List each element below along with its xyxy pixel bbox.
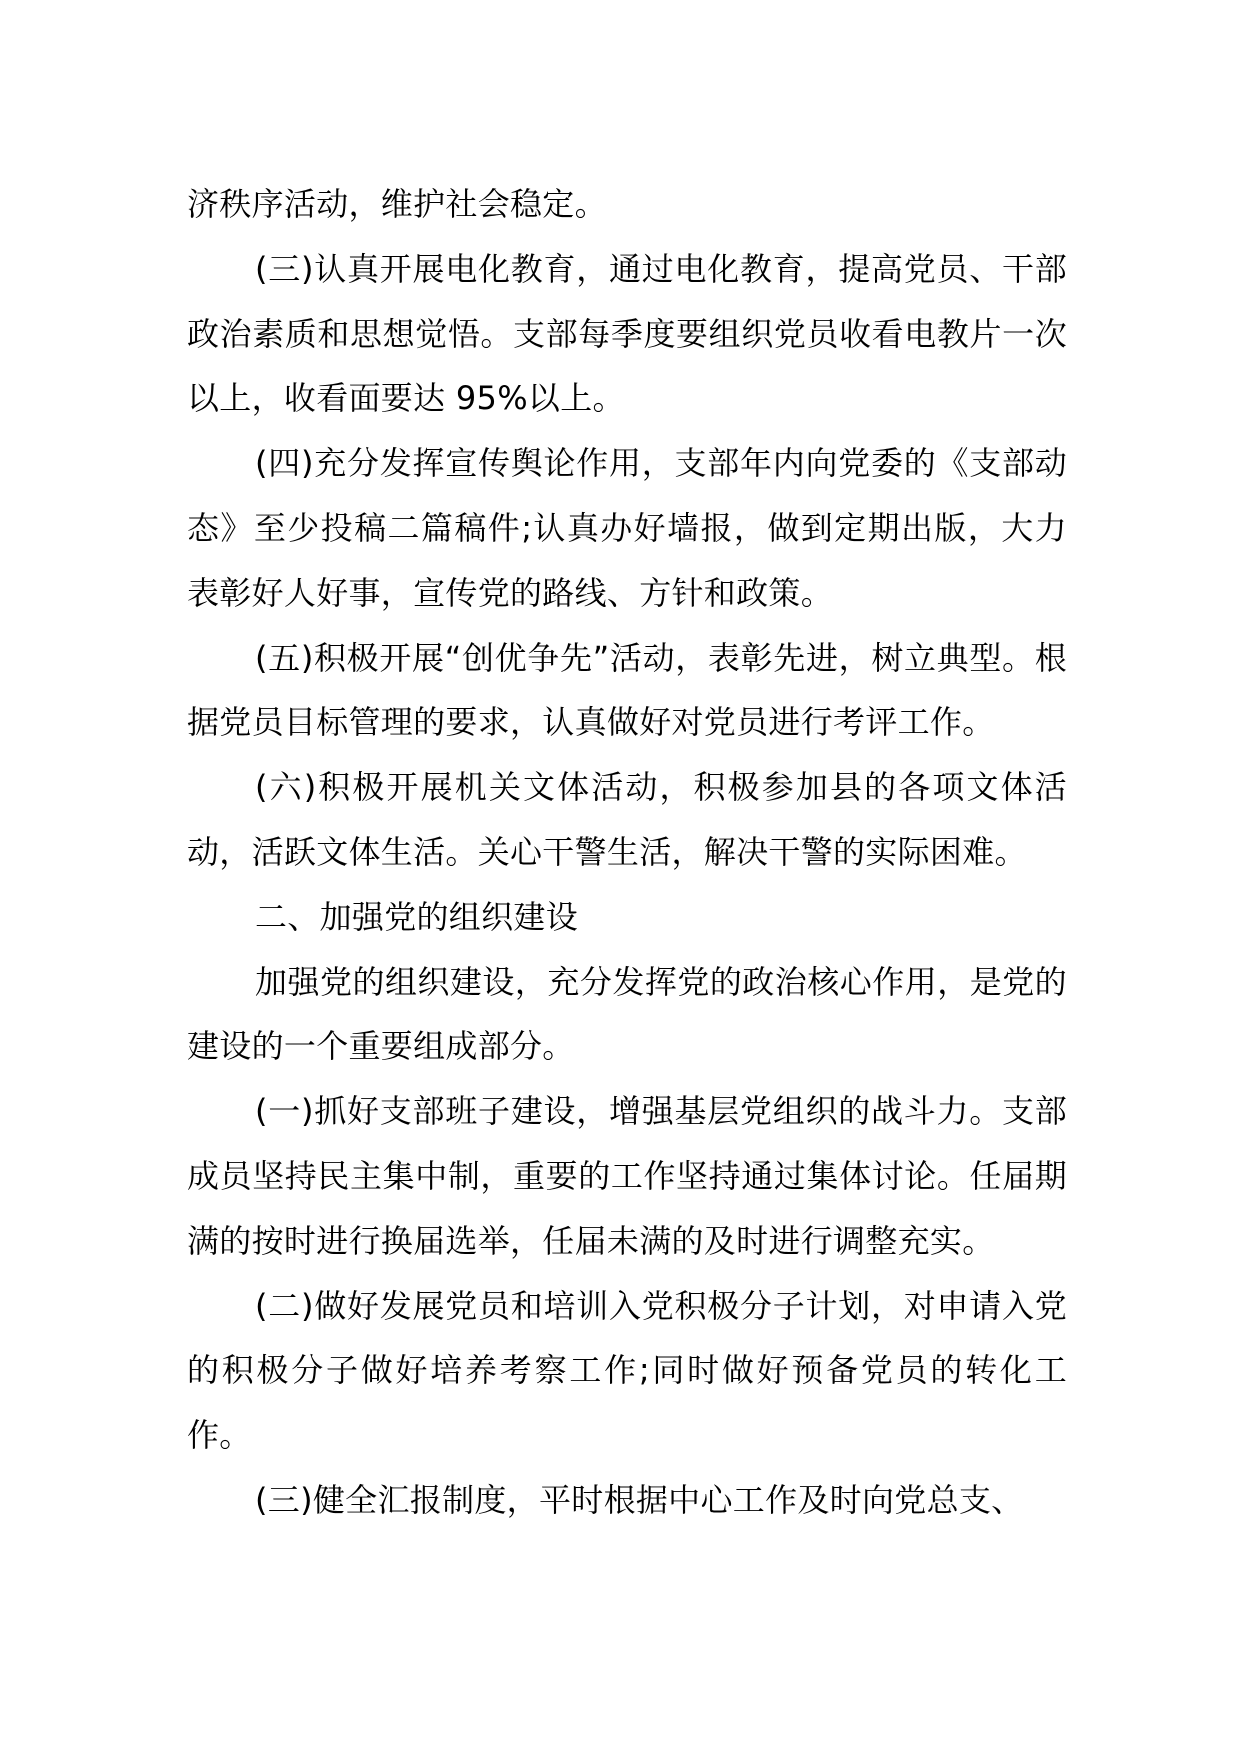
paragraph-excellence-campaign: (五)积极开展“创优争先”活动，表彰先进，树立典型。根据党员目标管理的要求，认真做好对党员进行考评工作。 bbox=[187, 638, 1067, 742]
section-heading-organization: 二、加强党的组织建设 bbox=[255, 897, 579, 936]
paragraph-cultural-activities: (六)积极开展机关文体活动，积极参加县的各项文体活动，活跃文体生活。关心干警生活，解决干警的实际困难。 bbox=[187, 768, 1067, 871]
paragraph-reporting-system: (三)健全汇报制度，平时根据中心工作及时向党总支、 bbox=[255, 1480, 1024, 1519]
paragraph-member-development: (二)做好发展党员和培训入党积极分子计划，对申请入党的积极分子做好培养考察工作;同时做好预备党员的转化工作。 bbox=[187, 1286, 1067, 1455]
document-body bbox=[187, 172, 1067, 1533]
paragraph-branch-leadership: (一)抓好支部班子建设，增强基层党组织的战斗力。支部成员坚持民主集中制，重要的工作坚持通过集体讨论。任届期满的按时进行换届选举，任届未满的及时进行调整充实。 bbox=[187, 1092, 1067, 1260]
paragraph-publicity: (四)充分发挥宣传舆论作用，支部年内向党委的《支部动态》至少投稿二篇稿件;认真办好墙报，做到定期出版，大力表彰好人好事，宣传党的路线、方针和政策。 bbox=[187, 444, 1067, 612]
paragraph-continuation: 济秩序活动，维护社会稳定。 bbox=[187, 185, 607, 223]
paragraph-electronic-education: (三)认真开展电化教育，通过电化教育，提高党员、干部政治素质和思想觉悟。支部每季度要组织党员收看电教片一次以上，收看面要达 95%以上。 bbox=[187, 249, 1067, 418]
paragraph-organization-intro: 加强党的组织建设，充分发挥党的政治核心作用，是党的建设的一个重要组成部分。 bbox=[187, 962, 1067, 1066]
